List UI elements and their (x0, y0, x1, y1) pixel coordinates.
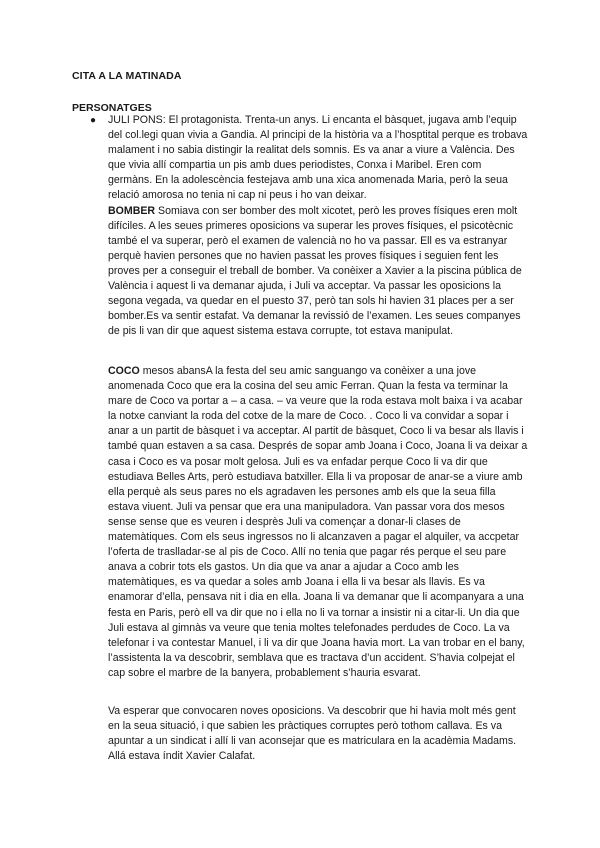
section-heading: PERSONATGES (72, 102, 152, 114)
paragraph-coco (108, 364, 528, 681)
paragraph-text: Va esperar que convocaren noves oposicions. Va descobrir que hi havia molt més gent en la seua situació, i que sabien les pràctiques corruptes però tothom callava. Es va apuntar a un sindicat i allí li van aconsejar que es matricularа en la acadèmia Madams. Allá estava índit Xavier Calafat. (108, 705, 517, 763)
paragraph-oposicions (108, 704, 528, 764)
paragraph-text: JULI PONS: El protagonista. Trenta-un anys. Li encanta el bàsquet, jugava amb l’equip del col.legi quan vivia a Gandia. Al principi de la història va a l’hosptital perque es trobava malament i no sabia distingir la realitat dels somnis. Es va anar a viure a València. Des que vivia allí compartia un pis amb dues periodistes, Conxa i Maribel. Eren com germàns. En la adolescència festejava amb una xica anomenada Maria, però la seua relació amorosa no tenia ni cap ni peus i ho van deixar. (108, 114, 528, 202)
paragraph-lead: BOMBER (108, 204, 156, 217)
paragraph-text: mesos abansA la festa del seu amic sanguango va conèixer a una jove anomenada Coco que era la cosina del seu amic Ferran. Quan la festa va terminar la mare de Coco va portar a – a casa. – va veure que la roda estava molt baixa i va acabar la notxe canviant la roda del cotxe de la mare de Coco. . Coco li va convidar a sopar i anar a un partit de bàsquet i va acceptar. Al partit de bàsquet, Coco li va besar als llavis i també quan estaven a sa casa. Després de sopar amb Joana i Coco, Joana li va deixar a casa i Coco es va posar molt gelosa. Juli es va enfadar perque Coco li va dir que estudiava Belles Arts, però estudiava batxiller. Ella li va proposar de anar-se a viure amb ella perquè als seus pares no els agradaven les persones amb els que la seua filla estava viuent. Juli va pensar que era una manipuladora. Van passar vora dos mesos sense sense que es veuren i desprès Juli va començar a donar-li clases de matemàtiques. Com els seus ingressos no li alcanzaven a pagar el alquiler, va accpetar l’oferta de traslladar-se al pis de Coco. Allí no tenia que pagar rés perque el seu pare anava a cobrir tots els gastos. Un dia que va anar a ajudar a Coco amb les matemàtiques, es va quedar a soles amb Joana i ella li va besar als llavis. Es va enamorar d’ella, pensava nit i dia en ella. Joana li va demanar que li acompanyara a una festa en Paris, però ell va dir que no i ella no li va tornar a insistir ni a citar-li. Un dia que Juli estava al gimnàs va veure que tenia moltes telefonades perdudes de Coco. La va telefonar i va contestar Manuel, i li va dir que Joana havia mort. La van trobar en el bany, l’assistenta la va descobrir, semblava que es tractava d’un accident. S’havia colpejat el cap sobre el marbre de la banyera, probablement s’hauria esvarat. (108, 365, 528, 679)
paragraph-juli-pons (108, 113, 528, 339)
paragraph-lead: COCO (108, 365, 140, 377)
bullet-icon: ● (90, 115, 97, 126)
document-title: CITA A LA MATINADA (72, 70, 182, 82)
paragraph-text: Somiava con ser bomber des molt xicotet, però les proves físiques eren molt difíciles. A les seues primeres oposicions va superar les proves físiques, el psicotècnic també el va superar, però el examen de valencià no ho va passar. Ell es va estranyar perquè havien persones que no havien passat les proves físiques i seguien fent les proves per a conseguir el treball de bomber. Va conèixer a Xavier a la piscina pública de València i aquest li va demanar ajuda, i Juli va acceptar. Va passar les oposicions la segona vegada, va quedar en el puesto 37, però tan sols hi havien 31 places per a ser bomber.Es va sentir estafat. Va demanar la revissió de l’examen. Les seues companyes de pis li van dir que aquest sistema estava corrupte, tot estava manipulat. (108, 204, 522, 338)
